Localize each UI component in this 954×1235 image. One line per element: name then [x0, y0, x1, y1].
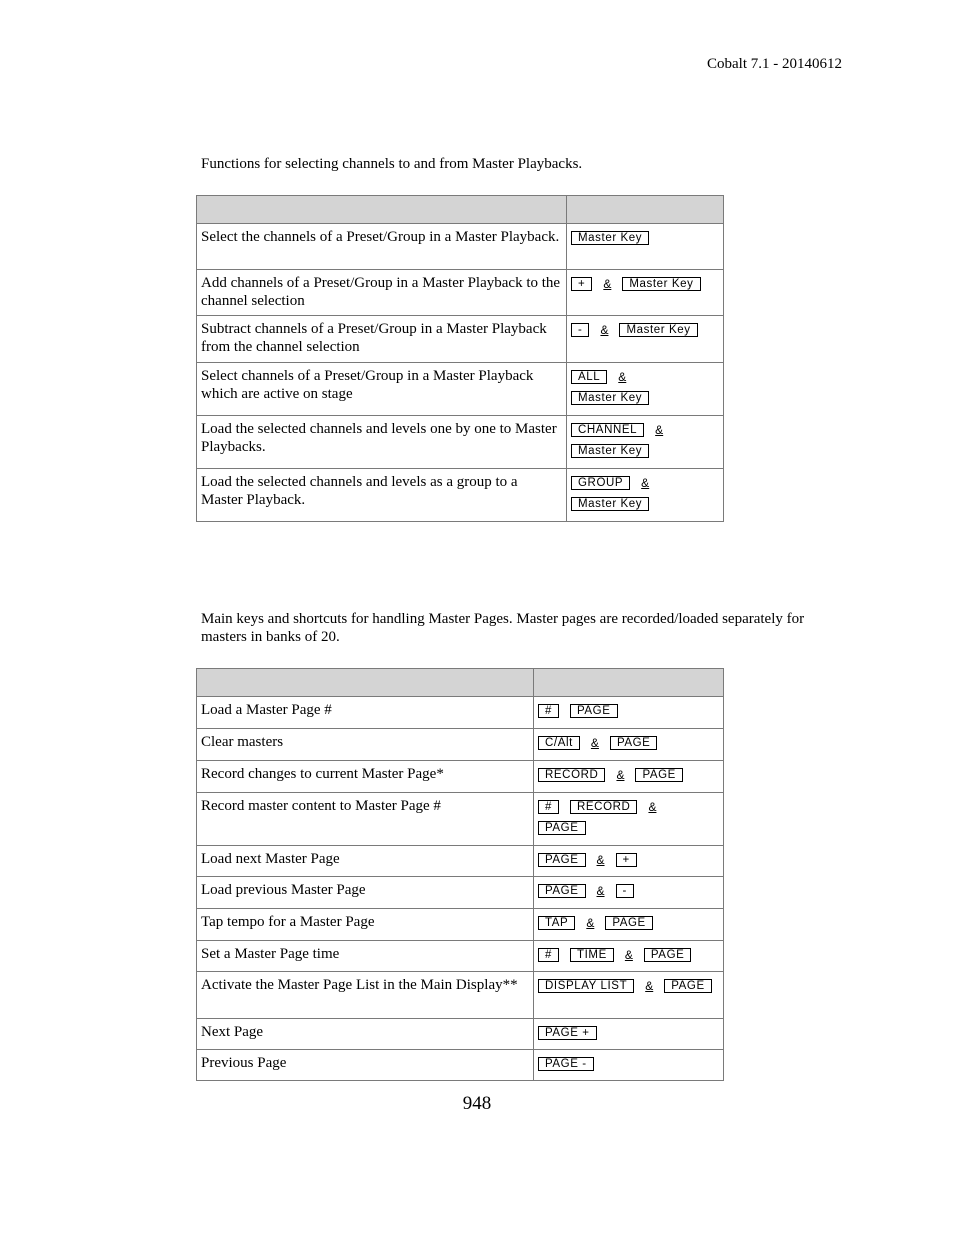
function-description: Load the selected channels and levels as a group to a Master Playback. — [197, 469, 567, 522]
console-key: PAGE — [664, 979, 712, 993]
function-description: Add channels of a Preset/Group in a Master Playback to the channel selection — [197, 270, 567, 316]
key-sequence-line — [571, 390, 719, 406]
console-key: Master Key — [622, 277, 700, 291]
function-description: Clear masters — [197, 729, 534, 761]
master-playback-functions-table — [196, 195, 724, 522]
function-description: Next Page — [197, 1019, 534, 1050]
and-symbol: & — [648, 800, 657, 814]
console-key: # — [538, 800, 559, 814]
console-key: - — [571, 323, 589, 337]
table-row — [197, 270, 724, 316]
console-key: Master Key — [571, 231, 649, 245]
key-sequence — [534, 1050, 724, 1081]
function-description: Load a Master Page # — [197, 697, 534, 729]
and-symbol: & — [590, 736, 599, 750]
key-sequence-line — [571, 475, 719, 491]
console-key: Master Key — [571, 391, 649, 405]
table-header-row — [197, 669, 724, 697]
key-sequence — [567, 363, 724, 416]
table-row — [197, 469, 724, 522]
key-sequence-line — [538, 703, 719, 719]
table-header-cell — [197, 196, 567, 224]
key-sequence — [534, 761, 724, 793]
console-key: PAGE — [605, 916, 653, 930]
key-sequence — [567, 270, 724, 316]
function-description: Load previous Master Page — [197, 877, 534, 909]
console-key: TAP — [538, 916, 575, 930]
and-symbol: & — [616, 768, 625, 782]
and-symbol: & — [655, 423, 664, 437]
table-row — [197, 846, 724, 877]
console-key: PAGE — [644, 948, 692, 962]
and-symbol: & — [641, 476, 650, 490]
function-description: Select the channels of a Preset/Group in a Master Playback. — [197, 224, 567, 270]
key-sequence — [534, 877, 724, 909]
console-key: PAGE — [570, 704, 618, 718]
console-key: Master Key — [571, 444, 649, 458]
section1-intro: Functions for selecting channels to and from Master Playbacks. — [201, 156, 583, 172]
table-row — [197, 316, 724, 363]
key-sequence-line — [538, 767, 719, 783]
table-row — [197, 224, 724, 270]
key-sequence-line — [538, 799, 719, 815]
table-body — [197, 697, 724, 1081]
function-description: Subtract channels of a Preset/Group in a Master Playback from the channel selection — [197, 316, 567, 363]
and-symbol: & — [624, 948, 633, 962]
and-symbol: & — [603, 277, 612, 291]
console-key: CHANNEL — [571, 423, 644, 437]
table-row — [197, 416, 724, 469]
console-key: GROUP — [571, 476, 630, 490]
table-row — [197, 909, 724, 941]
table-body — [197, 224, 724, 522]
console-key: PAGE — [635, 768, 683, 782]
console-key: PAGE — [538, 821, 586, 835]
function-description: Tap tempo for a Master Page — [197, 909, 534, 941]
function-description: Set a Master Page time — [197, 941, 534, 972]
and-symbol: & — [645, 979, 654, 993]
key-sequence-line — [538, 978, 719, 994]
table-row — [197, 761, 724, 793]
table-header-cell — [567, 196, 724, 224]
console-key: # — [538, 704, 559, 718]
key-sequence — [534, 793, 724, 846]
table-row — [197, 972, 724, 1019]
key-sequence-line — [571, 422, 719, 438]
console-key: RECORD — [538, 768, 605, 782]
key-sequence — [567, 224, 724, 270]
table-header-cell — [197, 669, 534, 697]
function-description: Record master content to Master Page # — [197, 793, 534, 846]
table-header-cell — [534, 669, 724, 697]
key-sequence-line — [538, 915, 719, 931]
key-sequence — [534, 697, 724, 729]
and-symbol: & — [618, 370, 627, 384]
and-symbol: & — [586, 916, 595, 930]
console-key: + — [571, 277, 592, 291]
key-sequence — [534, 1019, 724, 1050]
key-sequence — [534, 972, 724, 1019]
key-sequence-line — [571, 496, 719, 512]
console-key: ALL — [571, 370, 607, 384]
table-row — [197, 697, 724, 729]
key-sequence-line — [538, 1056, 719, 1072]
table-row — [197, 941, 724, 972]
document-header-version: Cobalt 7.1 - 20140612 — [707, 56, 842, 72]
key-sequence — [567, 416, 724, 469]
table-row — [197, 1050, 724, 1081]
console-key: PAGE + — [538, 1026, 597, 1040]
table-row — [197, 877, 724, 909]
console-key: Master Key — [571, 497, 649, 511]
key-sequence-line — [538, 852, 719, 868]
and-symbol: & — [600, 323, 609, 337]
table-header-row — [197, 196, 724, 224]
table-row — [197, 729, 724, 761]
key-sequence-line — [571, 276, 719, 292]
function-description: Select channels of a Preset/Group in a Master Playback which are active on stage — [197, 363, 567, 416]
key-sequence-line — [571, 443, 719, 459]
console-key: + — [616, 853, 637, 867]
key-sequence — [567, 316, 724, 363]
key-sequence-line — [538, 735, 719, 751]
console-key: TIME — [570, 948, 614, 962]
function-description: Load next Master Page — [197, 846, 534, 877]
page-number: 948 — [462, 1093, 492, 1114]
key-sequence-line — [538, 820, 719, 836]
console-key: - — [616, 884, 634, 898]
console-key: Master Key — [619, 323, 697, 337]
key-sequence-line — [538, 1025, 719, 1041]
key-sequence — [534, 729, 724, 761]
and-symbol: & — [596, 853, 605, 867]
console-key: PAGE — [538, 853, 586, 867]
key-sequence — [534, 846, 724, 877]
section2-intro: Main keys and shortcuts for handling Master Pages. Master pages are recorded/loaded separately for masters in banks of 20. — [201, 611, 805, 645]
key-sequence-line — [538, 947, 719, 963]
key-sequence-line — [571, 230, 719, 246]
key-sequence-line — [538, 883, 719, 899]
function-description: Record changes to current Master Page* — [197, 761, 534, 793]
key-sequence — [534, 941, 724, 972]
console-key: PAGE — [538, 884, 586, 898]
table-row — [197, 793, 724, 846]
console-key: DISPLAY LIST — [538, 979, 634, 993]
key-sequence — [567, 469, 724, 522]
function-description: Previous Page — [197, 1050, 534, 1081]
key-sequence-line — [571, 369, 719, 385]
table-row — [197, 363, 724, 416]
function-description: Load the selected channels and levels one by one to Master Playbacks. — [197, 416, 567, 469]
console-key: RECORD — [570, 800, 637, 814]
table-row — [197, 1019, 724, 1050]
console-key: # — [538, 948, 559, 962]
key-sequence — [534, 909, 724, 941]
console-key: C/Alt — [538, 736, 580, 750]
and-symbol: & — [596, 884, 605, 898]
key-sequence-line — [571, 322, 719, 338]
master-pages-table — [196, 668, 724, 1081]
console-key: PAGE — [610, 736, 658, 750]
function-description: Activate the Master Page List in the Main Display** — [197, 972, 534, 1019]
console-key: PAGE - — [538, 1057, 594, 1071]
